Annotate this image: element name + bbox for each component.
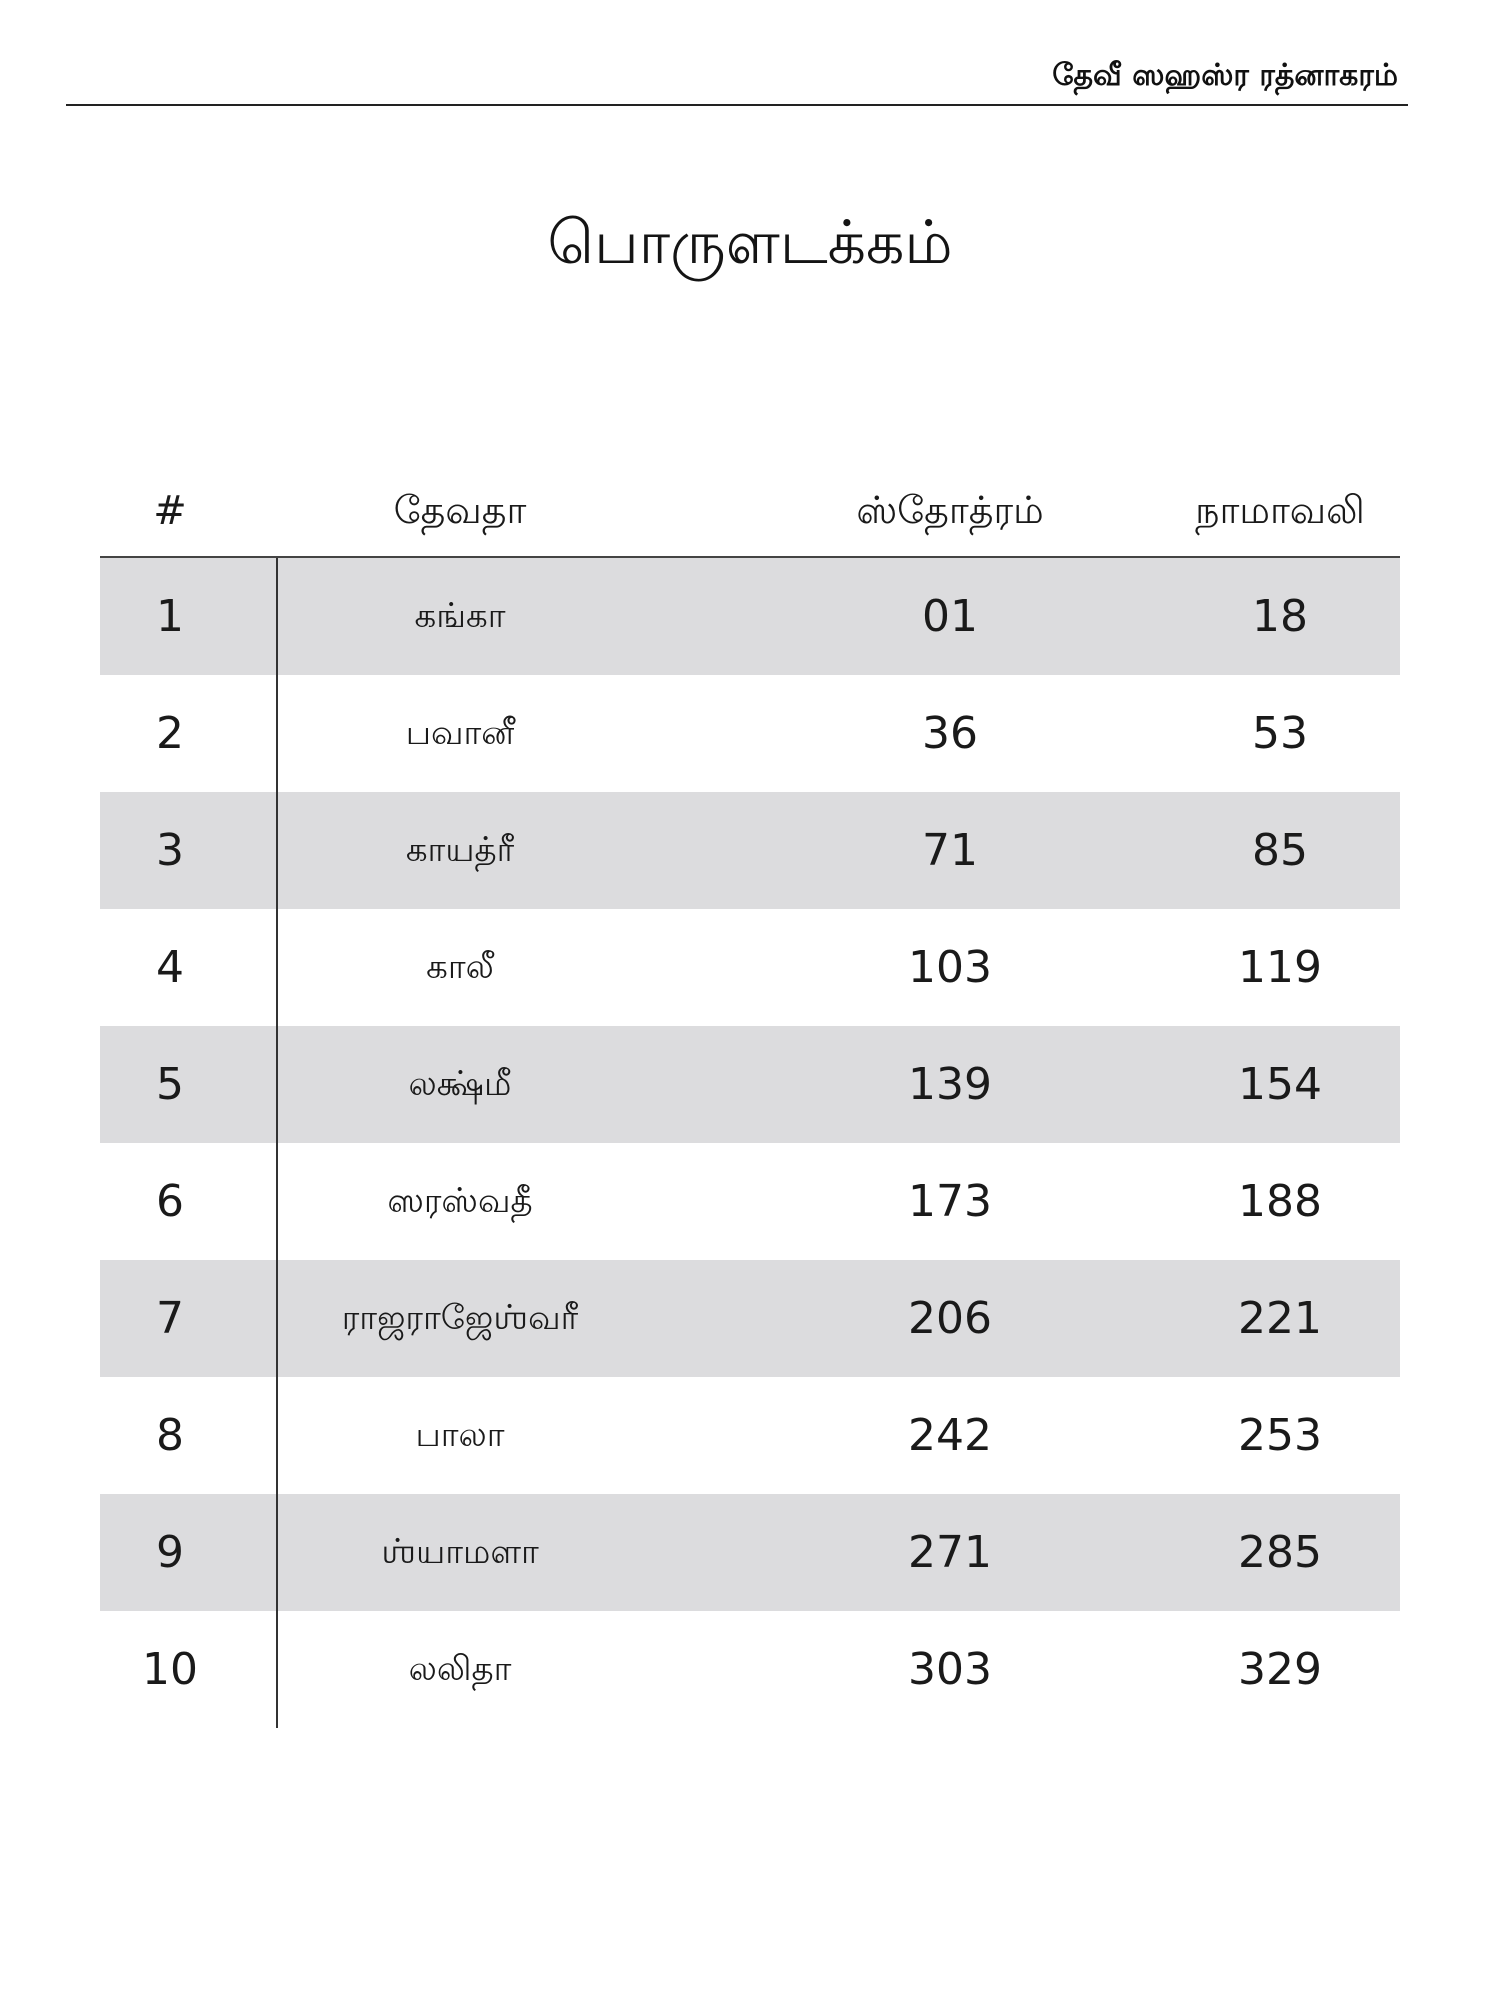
row-number: 3: [156, 825, 184, 876]
row-deity: பாலா: [415, 1415, 505, 1455]
row-number: 5: [156, 1059, 184, 1110]
row-deity: காலீ: [426, 947, 494, 987]
row-namavali-page: 188: [1238, 1176, 1322, 1227]
row-deity: பவானீ: [405, 713, 515, 753]
row-stotram-page: 173: [908, 1176, 992, 1227]
contents-table: [100, 480, 1400, 1728]
row-number: 10: [142, 1644, 198, 1695]
row-number: 8: [156, 1410, 184, 1461]
column-divider: [276, 558, 278, 1728]
row-namavali-page: 85: [1252, 825, 1308, 876]
row-deity: லலிதா: [408, 1649, 512, 1689]
row-stotram-page: 103: [908, 942, 992, 993]
table-row: [100, 909, 1400, 1026]
table-row: [100, 558, 1400, 675]
row-namavali-page: 53: [1252, 708, 1308, 759]
row-namavali-page: 154: [1238, 1059, 1322, 1110]
table-header-row: [100, 480, 1400, 558]
row-number: 7: [156, 1293, 184, 1344]
row-deity: ஶ்யாமளா: [381, 1532, 539, 1572]
table-row: [100, 1143, 1400, 1260]
page-title: பொருளடக்கம்: [547, 208, 953, 278]
row-namavali-page: 253: [1238, 1410, 1322, 1461]
row-deity: கங்கா: [414, 596, 506, 636]
header-namavali: நாமாவலி: [1195, 488, 1365, 532]
header-deity: தேவதா: [393, 488, 527, 532]
row-stotram-page: 36: [922, 708, 978, 759]
row-stotram-page: 71: [922, 825, 978, 876]
header-number: #: [153, 488, 187, 534]
table-row: [100, 1260, 1400, 1377]
row-number: 1: [156, 591, 184, 642]
row-namavali-page: 221: [1238, 1293, 1322, 1344]
header-stotram: ஸ்தோத்ரம்: [856, 488, 1044, 532]
row-namavali-page: 18: [1252, 591, 1308, 642]
row-stotram-page: 01: [922, 591, 978, 642]
running-header: தேவீ ஸஹஸ்ர ரத்னாகரம்: [1052, 58, 1398, 93]
row-deity: ஸரஸ்வதீ: [387, 1181, 533, 1221]
row-deity: காயத்ரீ: [405, 830, 515, 870]
row-number: 2: [156, 708, 184, 759]
row-deity: ராஜராஜேஶ்வரீ: [341, 1298, 579, 1338]
table-row: [100, 675, 1400, 792]
header-rule: [66, 104, 1408, 106]
row-stotram-page: 271: [908, 1527, 992, 1578]
table-row: [100, 1611, 1400, 1728]
table-row: [100, 1026, 1400, 1143]
row-deity: லக்ஷ்மீ: [408, 1064, 512, 1104]
table-row: [100, 792, 1400, 909]
row-number: 6: [156, 1176, 184, 1227]
row-stotram-page: 206: [908, 1293, 992, 1344]
row-namavali-page: 285: [1238, 1527, 1322, 1578]
row-namavali-page: 329: [1238, 1644, 1322, 1695]
row-stotram-page: 139: [908, 1059, 992, 1110]
row-number: 4: [156, 942, 184, 993]
row-stotram-page: 303: [908, 1644, 992, 1695]
row-stotram-page: 242: [908, 1410, 992, 1461]
table-row: [100, 1377, 1400, 1494]
row-namavali-page: 119: [1238, 942, 1322, 993]
table-row: [100, 1494, 1400, 1611]
row-number: 9: [156, 1527, 184, 1578]
table-body: [100, 558, 1400, 1728]
